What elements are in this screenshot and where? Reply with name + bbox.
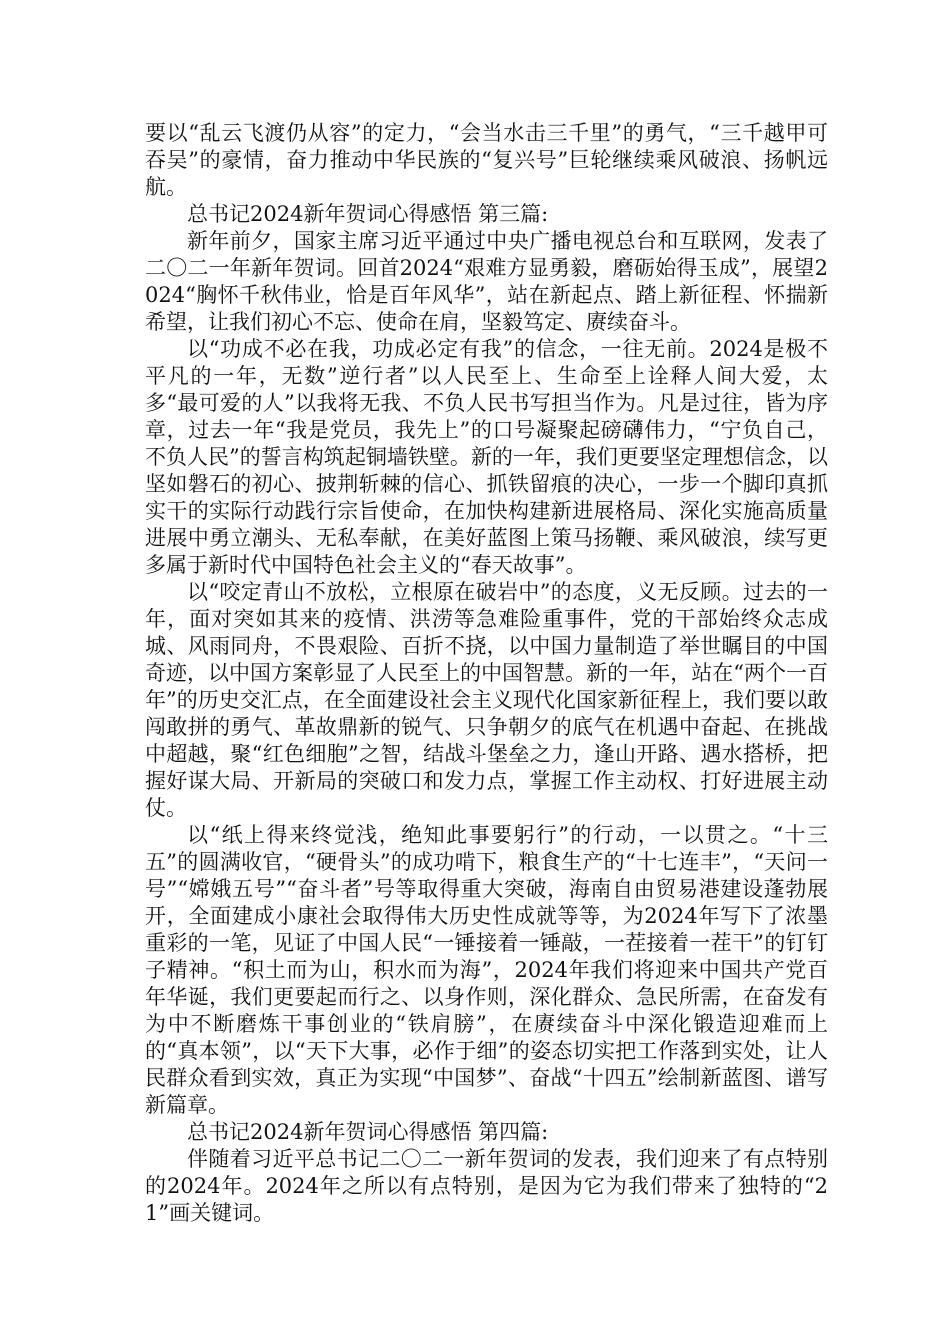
section-heading-third: 总书记2024新年贺词心得感悟 第三篇: [187,202,549,226]
paragraph-fourth-1: 伴随着习近平总书记二〇二一新年贺词的发表，我们迎来了有点特别的2024年。2024年之所以有点特别，是因为它为我们带来了独特的“21”画关键词。 [145,1147,828,1225]
paragraph-third-1: 新年前夕，国家主席习近平通过中央广播电视总台和互联网，发表了二〇二一年新年贺词。回首2024“艰难方显勇毅，磨砺始得玉成”，展望2024“胸怀千秋伟业，恰是百年风华”，站在新起点、踏上新征程、怀揣新希望，让我们初心不忘、使命在肩，坚毅笃定、赓续奋斗。 [145,229,828,334]
document-page [145,120,828,1227]
paragraph-third-2: 以“功成不必在我，功成必定有我”的信念，一往无前。2024是极不平凡的一年，无数”逆行者”以人民至上、生命至上诠释人间大爱，太多“最可爱的人”以我将无我、不负人民书写担当作为。凡是过往，皆为序章，过去一年“我是党员，我先上”的口号凝聚起磅礴伟力，“宁负自己，不负人民”的誓言构筑起铜墙铁壁。新的一年，我们更要坚定理想信念，以坚如磐石的初心、披荆斩棘的信心、抓铁留痕的决心，一步一个脚印真抓实干的实际行动践行宗旨使命，在加快构建新进展格局、深化实施高质量进展中勇立潮头、无私奉献，在美好蓝图上策马扬鞭、乘风破浪，续写更多属于新时代中国特色社会主义的“春天故事”。 [145,337,828,577]
paragraph-third-3: 以“咬定青山不放松，立根原在破岩中”的态度，义无反顾。过去的一年，面对突如其来的疫情、洪涝等急难险重事件，党的干部始终众志成城、风雨同舟，不畏艰险、百折不挠，以中国力量制造了举世瞩目的中国奇迹，以中国方案彰显了人民至上的中国智慧。新的一年，站在“两个一百年”的历史交汇点，在全面建设社会主义现代化国家新征程上，我们要以敢闯敢拼的勇气、革故鼎新的锐气、只争朝夕的底气在机遇中奋起、在挑战中超越，聚“红色细胞”之智，结战斗堡垒之力，逢山开路、遇水搭桥，把握好谋大局、开新局的突破口和发力点，掌握工作主动权、打好进展主动仗。 [145,580,828,820]
paragraph-third-4: 以“纸上得来终觉浅，绝知此事要躬行”的行动，一以贯之。“十三五”的圆满收官，“硬骨头”的成功啃下，粮食生产的“十七连丰”，“天问一号”“嫦娥五号”“奋斗者”号等取得重大突破，海南自由贸易港建设蓬勃展开，全面建成小康社会取得伟大历史性成就等等，为2024年写下了浓墨重彩的一笔，见证了中国人民“一锤接着一锤敲，一茬接着一茬干”的钉钉子精神。“积土而为山，积水而为海”，2024年我们将迎来中国共产党百年华诞，我们更要起而行之、以身作则，深化群众、急民所需，在奋发有为中不断磨炼干事创业的“铁肩膀”，在赓续奋斗中深化锻造迎难而上的“真本领”，以“天下大事，必作于细”的姿态切实把工作落到实处，让人民群众看到实效，真正为实现“中国梦”、奋战“十四五”绘制新蓝图、谱写新篇章。 [145,823,828,1117]
section-heading-fourth: 总书记2024新年贺词心得感悟 第四篇: [187,1120,549,1144]
paragraph-continued: 要以“乱云飞渡仍从容”的定力，“会当水击三千里”的勇气，“三千越甲可吞吴”的豪情，奋力推动中华民族的“复兴号”巨轮继续乘风破浪、扬帆远航。 [145,121,828,199]
